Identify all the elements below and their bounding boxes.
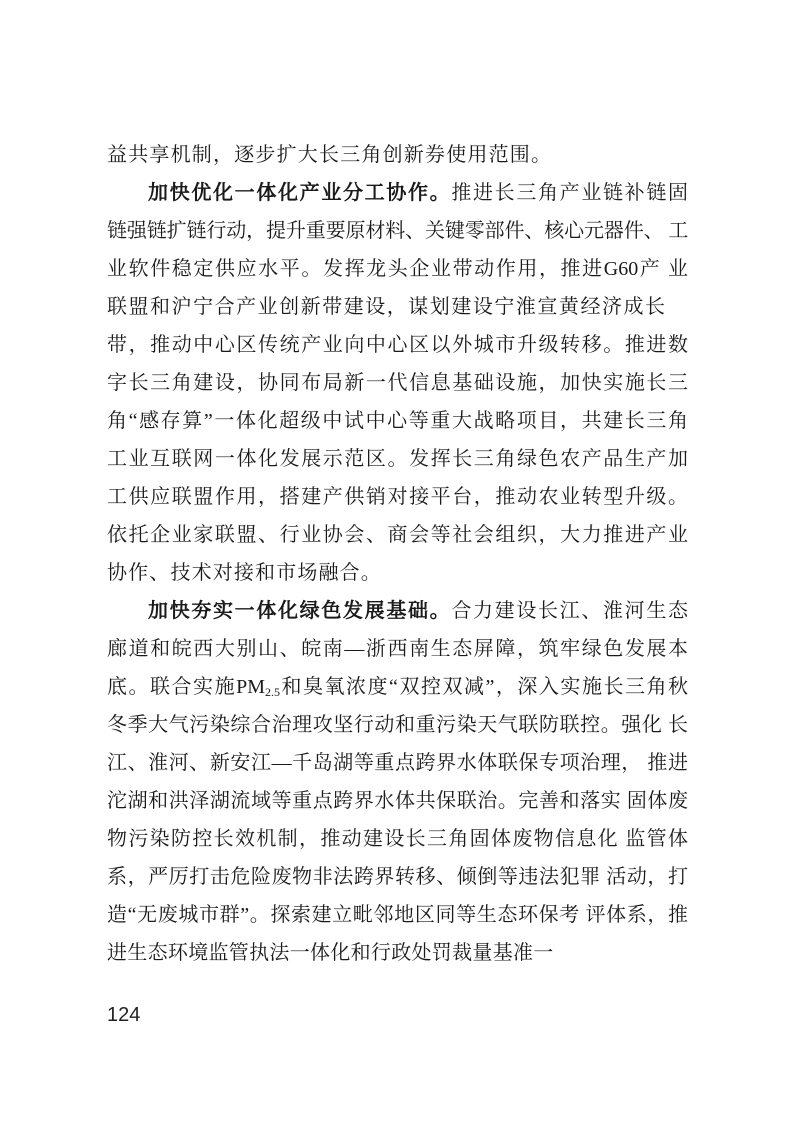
text-line: 联盟和沪宁合产业创新带建设，谋划建设宁淮宣黄经济成长 [107,296,665,318]
text-line: 益共享机制，逐步扩大长三角创新券使用范围。 [107,144,553,166]
text-run: 底。联合实施PM [107,676,265,698]
text-line: 工业互联网一体化发展示范区。发挥长三角绿色农产品生产加 [107,448,688,470]
text-line: 物污染防控长效机制，推动建设长三角固体废物信息化 监管体 [107,828,688,850]
subscript: 2.5 [264,685,280,699]
text-line: 角“感存算”一体化超级中试中心等重大战略项目，共建长三角 [107,410,688,432]
text-line: 冬季大气污染综合治理攻坚行动和重污染天气联防联控。强化 长 [107,714,688,736]
text-line: 协作、技术对接和市场融合。 [107,562,382,584]
text-line: 依托企业家联盟、行业协会、商会等社会组织，大力推进产业 [107,524,688,546]
section-heading: 加快夯实一体化绿色发展基础。 [148,600,452,622]
text-line-pm25 [107,668,688,706]
paragraph-first-line [107,174,688,212]
text-line: 字长三角建设，协同布局新一代信息基础设施，加快实施长三 [107,372,688,394]
text-line: 业软件稳定供应水平。发挥龙头企业带动作用，推进G60产 业 [107,258,688,280]
page-number: 124 [107,1004,141,1026]
text-line: 带，推动中心区传统产业向中心区以外城市升级转移。推进数 [107,334,688,356]
text-line: 系，严厉打击危险废物非法跨界转移、倾倒等违法犯罪 活动，打 [107,866,688,888]
text-line: 工供应联盟作用，搭建产供销对接平台，推动农业转型升级。 [107,486,688,508]
text-line: 沱湖和洪泽湖流域等重点跨界水体共保联治。完善和落实 固体废 [107,790,688,812]
paragraph-first-line [107,592,688,630]
text-line: 造“无废城市群”。探索建立毗邻地区同等生态环保考 评体系，推 [107,904,688,926]
section-heading: 加快优化一体化产业分工协作。 [148,182,452,204]
text-run: 合力建设长江、淮河生态 [451,600,689,622]
text-line: 进生态环境监管执法一体化和行政处罚裁量基准一 [107,942,554,964]
text-run: 推进长三角产业链补链固 [451,182,689,204]
text-run: 和臭氧浓度“双控双减”，深入实施长三角秋 [279,676,688,698]
text-line: 江、淮河、新安江—千岛湖等重点跨界水体联保专项治理， 推进 [107,752,688,774]
text-line: 链强链扩链行动，提升重要原材料、关键零部件、核心元器件、 工 [107,220,688,242]
text-line: 廊道和皖西大别山、皖南—浙西南生态屏障，筑牢绿色发展本 [107,638,688,660]
body-text [107,136,688,972]
